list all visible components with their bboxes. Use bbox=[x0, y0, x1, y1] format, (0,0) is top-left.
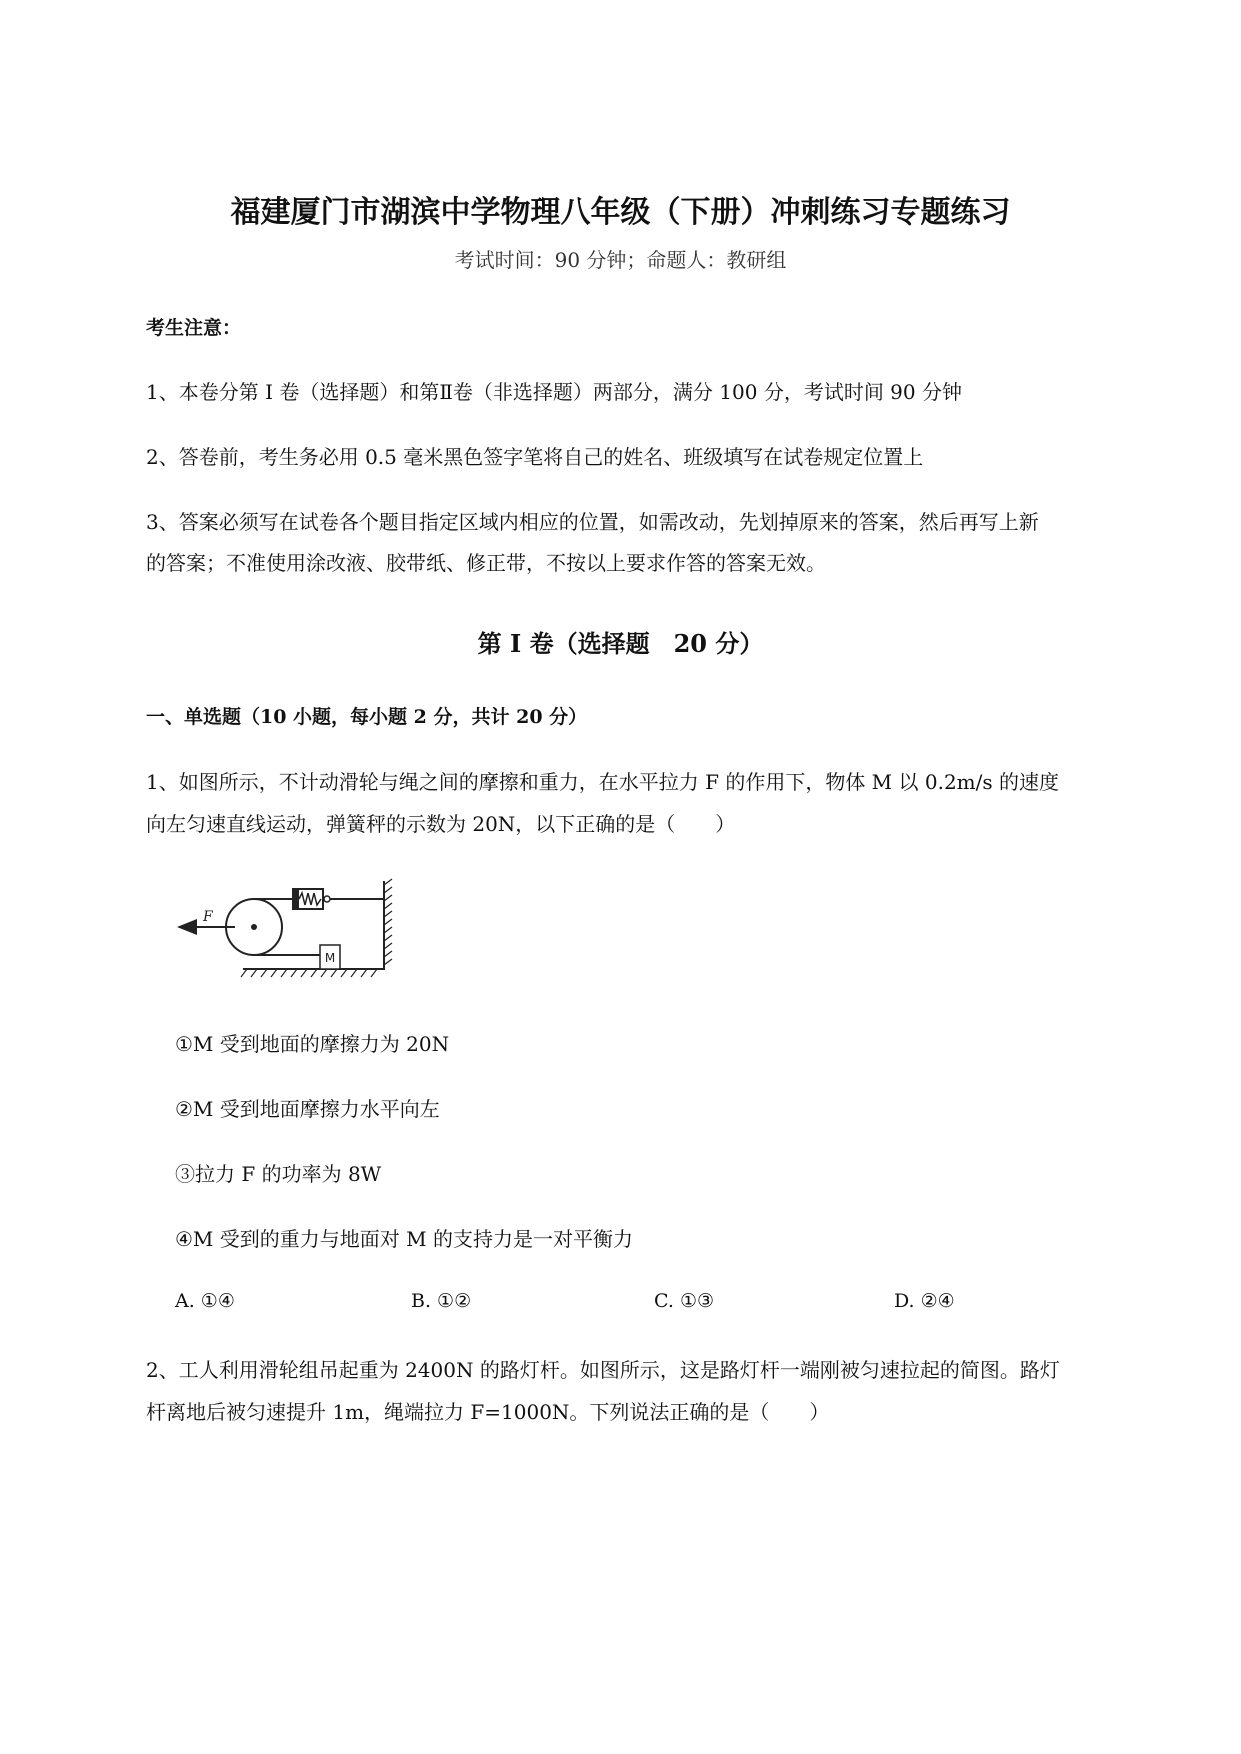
q2-stem-line1: 2、工人利用滑轮组吊起重为 2400N 的路灯杆。如图所示，这是路灯杆一端刚被匀速拉起的简图。路灯 bbox=[146, 1358, 1060, 1382]
notice-item-2: 2、答卷前，考生务必用 0.5 毫米黑色签字笔将自己的姓名、班级填写在试卷规定位置上 bbox=[146, 445, 924, 469]
document-title: 福建厦门市湖滨中学物理八年级（下册）冲刺练习专题练习 bbox=[230, 195, 1011, 230]
q1-statement-1: ①M 受到地面的摩擦力为 20N bbox=[175, 1032, 450, 1056]
q1-option-b[interactable]: B. ①② bbox=[411, 1290, 472, 1312]
q1-option-c[interactable]: C. ①③ bbox=[654, 1290, 715, 1312]
pulley-diagram bbox=[175, 873, 415, 983]
exam-info: 考试时间：90 分钟；命题人：教研组 bbox=[454, 248, 787, 272]
q1-option-a[interactable]: A. ①④ bbox=[175, 1290, 235, 1312]
section-title: 第 I 卷（选择题 20 分） bbox=[477, 629, 764, 658]
part-heading: 一、单选题（10 小题，每小题 2 分，共计 20 分） bbox=[146, 706, 588, 728]
q1-stem-line1: 1、如图所示，不计动滑轮与绳之间的摩擦和重力，在水平拉力 F 的作用下，物体 M 以 0.2m/s 的速度 bbox=[146, 770, 1059, 794]
spring-scale bbox=[293, 889, 330, 909]
notice-item-1: 1、本卷分第 I 卷（选择题）和第Ⅱ卷（非选择题）两部分，满分 100 分，考试时间 90 分钟 bbox=[146, 380, 962, 404]
notice-heading: 考生注意： bbox=[146, 317, 242, 339]
force-label: F bbox=[203, 909, 213, 925]
q2-stem-line2: 杆离地后被匀速提升 1m，绳端拉力 F=1000N。下列说法正确的是（ ） bbox=[146, 1400, 830, 1424]
notice-item-3-cont: 的答案；不准使用涂改液、胶带纸、修正带，不按以上要求作答的答案无效。 bbox=[146, 551, 826, 575]
q1-statement-2: ②M 受到地面摩擦力水平向左 bbox=[175, 1097, 440, 1121]
q1-option-d[interactable]: D. ②④ bbox=[894, 1290, 955, 1312]
notice-item-3: 3、答案必须写在试卷各个题目指定区域内相应的位置，如需改动，先划掉原来的答案，然后再写上新 bbox=[146, 510, 1039, 534]
q1-statement-3: ③拉力 F 的功率为 8W bbox=[175, 1162, 382, 1186]
q1-statement-4: ④M 受到的重力与地面对 M 的支持力是一对平衡力 bbox=[175, 1227, 633, 1251]
block-label: M bbox=[324, 951, 336, 965]
q1-stem-line2: 向左匀速直线运动，弹簧秤的示数为 20N，以下正确的是（ ） bbox=[146, 812, 736, 836]
